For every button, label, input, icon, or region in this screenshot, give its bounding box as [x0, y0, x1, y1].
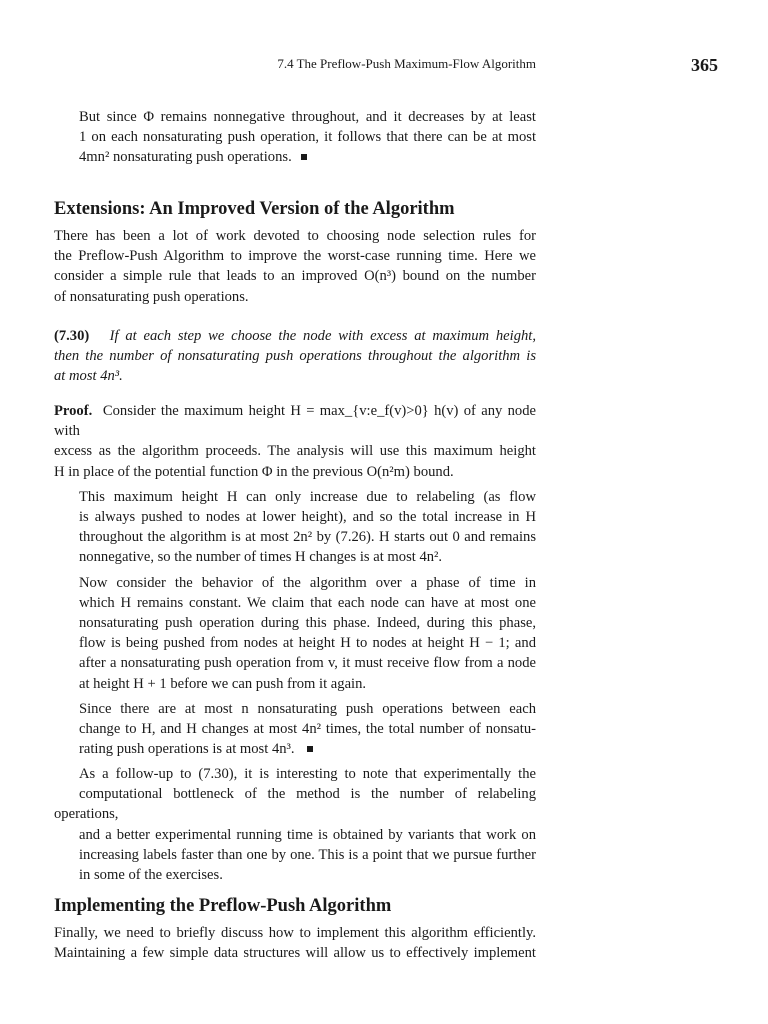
proof-p1-line-1: Consider the maximum height H = max_{v:e_f(v)>0} h(v) of any node with [54, 403, 536, 440]
proof-p2-line-1: This maximum height H can only increase due to relabeling (as flow [79, 488, 536, 505]
intro-paragraph [54, 107, 536, 168]
theorem-line-2: then the number of nonsaturating push operations throughout the algorithm is [54, 348, 536, 365]
implementing-paragraph [54, 923, 536, 963]
proof-p2-line-3: throughout the algorithm is at most 2n² by (7.26). H starts out 0 and remains [79, 529, 536, 546]
running-head: 7.4 The Preflow-Push Maximum-Flow Algorithm [277, 56, 536, 71]
proof-p4-line-2: change to H, and H changes at most 4n² times, the total number of nonsatu- [79, 721, 536, 738]
intro-line-3: 4mn² nonsaturating push operations. [79, 149, 292, 166]
followup-line-1: As a follow-up to (7.30), it is interesting to note that experimentally the [79, 766, 536, 782]
ext-line-3: consider a simple rule that leads to an improved O(n³) bound on the number [54, 268, 536, 285]
extensions-paragraph [54, 226, 536, 307]
proof-para-1 [54, 401, 536, 482]
intro-line-1: But since Φ remains nonnegative throughout, and it decreases by at least [79, 109, 536, 125]
proof-p1-line-3: H in place of the potential function Φ in the previous O(n²m) bound. [54, 463, 454, 480]
proof-p3-line-6: at height H + 1 before we can push from it again. [79, 675, 367, 692]
proof-p3-line-4: flow is being pushed from nodes at height H to nodes at height H − 1; and [79, 635, 536, 652]
followup-line-3: and a better experimental running time is obtained by variants that work on [79, 826, 536, 843]
proof-p4-line-1: Since there are at most n nonsaturating push operations between each [79, 700, 536, 717]
proof-p3-line-2: which H remains constant. We claim that each node can have at most one [79, 594, 536, 611]
theorem-line-1: If at each step we choose the node with excess at maximum height, [109, 328, 536, 344]
theorem-line-3: at most 4n³. [54, 368, 123, 385]
page-number: 365 [691, 55, 718, 75]
intro-line-2: 1 on each nonsaturating push operation, it follows that there can be at most [79, 129, 536, 146]
proof-p3-line-1: Now consider the behavior of the algorithm over a phase of time in [79, 574, 536, 591]
theorem-label: (7.30) [54, 328, 90, 344]
proof-p4-line-3: rating push operations is at most 4n³. [79, 741, 295, 758]
ext-line-2: the Preflow-Push Algorithm to improve the worst-case running time. Here we [54, 248, 536, 265]
proof-para-3 [54, 573, 536, 694]
followup-line-4: increasing labels faster than one by one. This is a point that we pursue further [79, 846, 536, 863]
proof-p2-line-4: nonnegative, so the number of times H changes is at most 4n². [79, 549, 443, 566]
proof-label: Proof. [54, 403, 93, 419]
proof-p3-line-5: after a nonsaturating push operation from v, it must receive flow from a node [79, 655, 536, 672]
section-heading-extensions: Extensions: An Improved Version of the Algorithm [54, 199, 455, 219]
proof [54, 401, 536, 759]
followup-line-5: in some of the exercises. [79, 867, 223, 884]
theorem-7-30 [54, 326, 536, 387]
followup-line-2: computational bottleneck of the method is the number of relabeling operations, [54, 786, 536, 823]
ext-line-1: There has been a lot of work devoted to choosing node selection rules for [54, 228, 536, 244]
proof-para-2 [54, 487, 536, 568]
ext-line-4: of nonsaturating push operations. [54, 288, 249, 305]
followup-paragraph [54, 764, 536, 885]
proof-p3-line-3: nonsaturating push operation during this phase. Indeed, during this phase, [79, 615, 536, 632]
section-heading-implementing: Implementing the Preflow-Push Algorithm [54, 896, 392, 916]
qed-mark-proof [307, 746, 313, 752]
impl-line-2: Maintaining a few simple data structures will allow us to effectively implement [54, 945, 536, 962]
qed-mark [301, 154, 307, 160]
proof-p2-line-2: is always pushed to nodes at lower height), and so the total increase in H [79, 509, 536, 526]
proof-para-4 [54, 699, 536, 760]
proof-p1-line-2: excess as the algorithm proceeds. The analysis will use this maximum height [54, 443, 536, 460]
impl-line-1: Finally, we need to briefly discuss how to implement this algorithm efficiently. [54, 925, 536, 941]
